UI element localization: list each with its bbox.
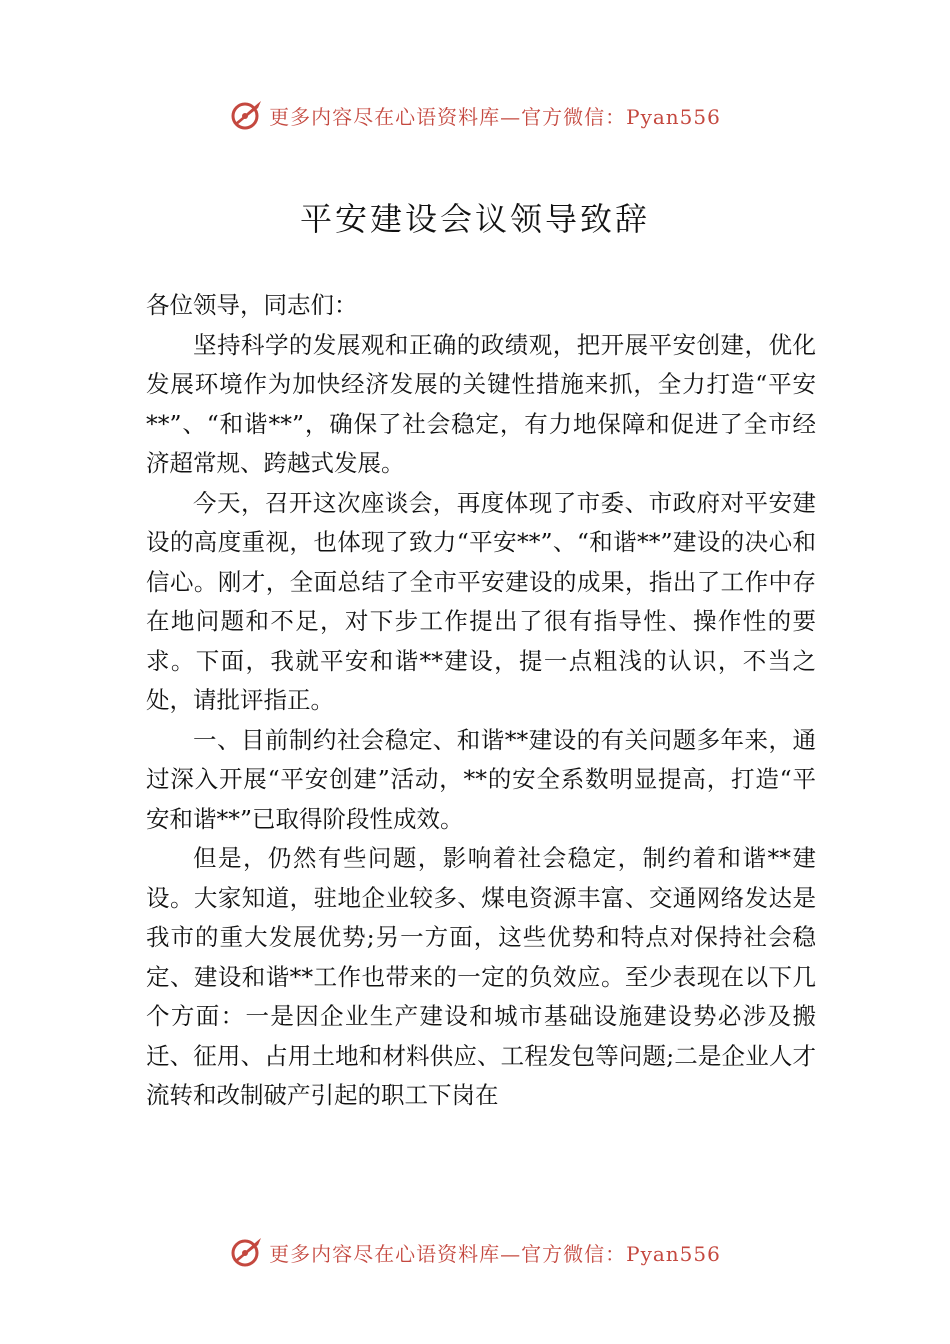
- footer-watermark-text: 更多内容尽在心语资料库—官方微信：Pyan556: [269, 1241, 721, 1266]
- document-body: [146, 286, 816, 1116]
- header-watermark-banner: [0, 93, 950, 137]
- paragraph-4: 但是，仍然有些问题，影响着社会稳定，制约着和谐**建设。大家知道，驻地企业较多、煤电资源丰富、交通网络发达是我市的重大发展优势;另一方面，这些优势和特点对保持社会稳定、建设和谐**工作也带来的一定的负效应。至少表现在以下几个方面：一是因企业生产建设和城市基础设施建设势必涉及搬迁、征用、占用土地和材料供应、工程发包等问题;二是企业人才流转和改制破产引起的职工下岗在: [146, 844, 816, 1109]
- pen-nib-logo-icon: [229, 97, 265, 133]
- pen-nib-logo-icon: [229, 1234, 265, 1270]
- document-title: 平安建设会议领导致辞: [299, 200, 650, 238]
- header-watermark-text: 更多内容尽在心语资料库—官方微信：Pyan556: [269, 104, 721, 129]
- paragraph-3: 一、目前制约社会稳定、和谐**建设的有关问题多年来，通过深入开展“平安创建”活动，**的安全系数明显提高，打造“平安和谐**”已取得阶段性成效。: [146, 725, 816, 833]
- paragraph-1: 坚持科学的发展观和正确的政绩观，把开展平安创建，优化发展环境作为加快经济发展的关键性措施来抓，全力打造“平安**”、“和谐**”，确保了社会稳定，有力地保障和促进了全市经济超常规、跨越式发展。: [146, 330, 816, 477]
- paragraph-2: 今天，召开这次座谈会，再度体现了市委、市政府对平安建设的高度重视，也体现了致力“平安**”、“和谐**”建设的决心和信心。刚才，全面总结了全市平安建设的成果，指出了工作中存在地问题和不足，对下步工作提出了很有指导性、操作性的要求。下面，我就平安和谐**建设，提一点粗浅的认识，不当之处，请批评指正。: [146, 488, 816, 714]
- footer-watermark-banner: [0, 1230, 950, 1274]
- salutation: 各位领导，同志们：: [146, 291, 358, 319]
